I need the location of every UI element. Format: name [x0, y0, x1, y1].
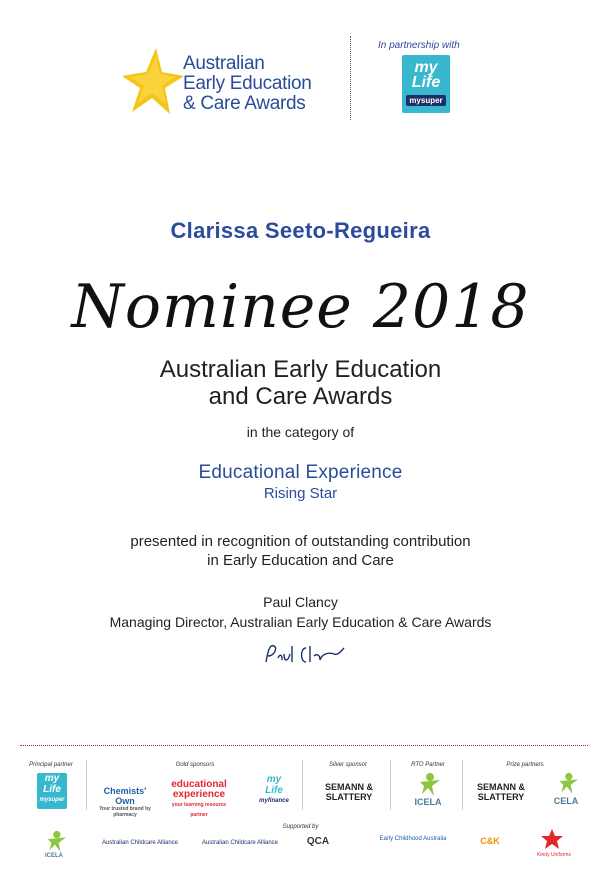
- logo-line-2: Early Education: [183, 73, 312, 94]
- kindy-uniforms-logo: Kindy Uniforms: [537, 852, 571, 858]
- silver-sponsor-label: Silver sponsor: [328, 762, 367, 768]
- chemists-own-tagline: Your trusted brand by pharmacy: [99, 806, 151, 818]
- sponsor-divider: [20, 745, 588, 746]
- sponsor-separator: [462, 760, 463, 810]
- awards-logo-text: [183, 54, 312, 114]
- award-name-line2: and Care Awards: [208, 383, 393, 410]
- gold-sponsors-label: Gold sponsors: [175, 762, 215, 768]
- recognition-text: [0, 532, 601, 570]
- qca-logo: QCA: [306, 836, 330, 847]
- sponsor-separator: [302, 760, 303, 810]
- ck-logo: C&K: [480, 836, 500, 846]
- mylife-mysuper-logo: [402, 55, 450, 113]
- chemists-own-text: Chemists' Own: [103, 786, 147, 806]
- supported-by-label: Supported by: [282, 824, 319, 830]
- award-name-line1: Australian Early Education: [159, 356, 442, 383]
- nominee-headline: Nominee 2018: [71, 272, 530, 342]
- partner-label: In partnership with: [378, 40, 460, 51]
- mylife-finance-line1: my: [266, 774, 282, 785]
- mylife-logo-line2: Life: [411, 74, 441, 91]
- semann-slattery-logo: [318, 782, 380, 802]
- prize-partners-label: Prize partners: [506, 762, 544, 768]
- sponsor-separator: [86, 760, 87, 810]
- rto-partner-label: RTO Partner: [411, 762, 445, 768]
- semann-prize-line1: SEMANN &: [476, 782, 525, 792]
- logo-line-3: & Care Awards: [183, 93, 306, 114]
- early-childhood-australia-logo: Early Childhood Australia: [379, 836, 447, 842]
- icela-supporter-figure-icon: [42, 830, 68, 852]
- edu-exp-line1: educational: [171, 779, 227, 790]
- sponsor-separator: [390, 760, 391, 810]
- icela-supporter-logo: ICELA: [45, 853, 63, 859]
- semann-line1: SEMANN &: [324, 782, 373, 792]
- semann-slattery-prize-logo: [470, 782, 532, 802]
- educational-experience-logo: [166, 780, 232, 820]
- principal-mylife-line1: my: [44, 773, 60, 784]
- mylife-logo-line1: my: [414, 59, 438, 76]
- kindy-star-icon: [540, 828, 564, 850]
- icela-figure-icon: [414, 772, 442, 796]
- principal-mylife-line3: mysuper: [39, 797, 65, 803]
- principal-mylife-line2: Life: [43, 784, 61, 795]
- header-divider: [350, 36, 351, 120]
- category-lead: in the category of: [246, 424, 355, 440]
- awards-star-logo-icon: [120, 46, 184, 116]
- signature-image: [262, 640, 346, 674]
- semann-prize-line2: SLATTERY: [477, 792, 525, 802]
- recognition-line1: presented in recognition of outstanding contribution: [130, 533, 471, 550]
- recognition-line2: in Early Education and Care: [207, 552, 394, 569]
- icela-rto-logo: ICELA: [414, 797, 442, 807]
- category-title: Educational Experience: [198, 462, 403, 483]
- edu-exp-line2: experience: [172, 789, 226, 800]
- mylife-finance-logo: [259, 774, 289, 810]
- australian-childcare-alliance-qld-logo: Australian Childcare Alliance: [201, 840, 279, 846]
- australian-childcare-alliance-logo: Australian Childcare Alliance: [101, 840, 179, 846]
- signer-name: Paul Clancy: [263, 594, 338, 610]
- recipient-name: Clarissa Seeto-Regueira: [170, 218, 431, 243]
- award-name: [0, 356, 601, 410]
- mylife-principal-logo: [37, 773, 67, 809]
- edu-exp-tagline: your learning resource partner: [171, 802, 227, 818]
- mylife-finance-line3: myfinance: [259, 798, 289, 804]
- logo-line-1: Australian: [183, 53, 265, 74]
- semann-line2: SLATTERY: [325, 792, 373, 802]
- chemists-own-logo: [94, 786, 156, 818]
- mylife-finance-line2: Life: [265, 785, 283, 796]
- mylife-logo-line3: mysuper: [406, 95, 445, 106]
- principal-partner-label: Principal partner: [29, 762, 73, 768]
- subcategory-title: Rising Star: [263, 485, 338, 502]
- cela-figure-icon: [554, 772, 580, 794]
- cela-prize-logo: CELA: [553, 796, 579, 806]
- signer-title: Managing Director, Australian Early Education & Care Awards: [109, 614, 492, 630]
